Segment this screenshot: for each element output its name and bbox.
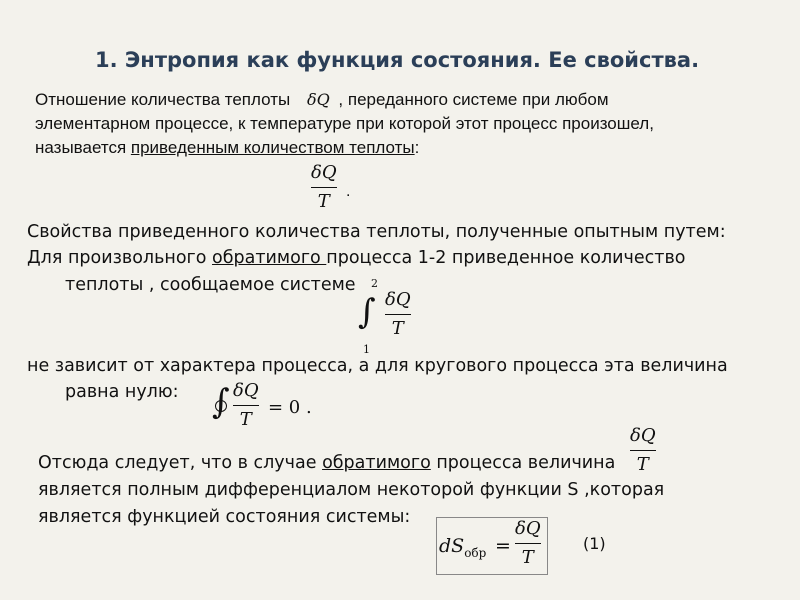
para3-line2: является полным дифференциалом некоторой функции S ,которая xyxy=(38,480,665,500)
frac-dot: . xyxy=(346,183,351,200)
para1-line2: элементарном процессе, к температуре при которой этот процесс произошел, xyxy=(35,114,654,133)
para1-line3 xyxy=(35,138,419,158)
frac-bar xyxy=(311,187,337,188)
para3-line1-a: Отсюда следует, что в случае xyxy=(38,453,323,473)
contour-fraction xyxy=(233,380,259,431)
term-reversible: обратимого xyxy=(212,248,327,268)
formula-lhs xyxy=(439,535,487,560)
para2-line4: не зависит от характера процесса, а для кругового процесса эта величина xyxy=(27,356,728,376)
formula-ds: dS xyxy=(439,535,465,557)
integral-lower-limit: 1 xyxy=(363,343,370,356)
formula-equals: = xyxy=(495,535,511,557)
contour-integral-sign: ∫ xyxy=(212,382,230,422)
para3-line3: является функцией состояния системы: xyxy=(38,507,411,527)
integral-numerator: δQ xyxy=(385,289,411,310)
frac-numerator: δQ xyxy=(311,162,337,183)
formula-subscript: обр xyxy=(464,546,487,560)
formula-numerator: δQ xyxy=(515,518,541,539)
integral-fraction xyxy=(385,289,411,340)
entropy-formula-box xyxy=(436,517,548,575)
para3-line1-b: процесса величина xyxy=(430,453,616,473)
para1-text-a: Отношение количества теплоты xyxy=(35,90,291,109)
para2-line1: Свойства приведенного количества теплоты, полученные опытным путем: xyxy=(27,222,726,242)
integral-upper-limit: 2 xyxy=(371,277,378,290)
formula-fraction xyxy=(515,518,541,569)
para1-line3-a: называется xyxy=(35,138,131,157)
para3-frac-numerator: δQ xyxy=(630,425,656,446)
formula-dq: δQ xyxy=(306,90,330,109)
term-reduced-heat: приведенным количеством теплоты xyxy=(130,138,415,157)
integral-sign: ∫ xyxy=(358,292,376,332)
frac-denominator: T xyxy=(317,191,330,212)
slide-title: 1. Энтропия как функция состояния. Ее свойства. xyxy=(95,48,700,72)
formula-denominator: T xyxy=(521,547,534,568)
para2-line3: теплоты , сообщаемое системе xyxy=(65,275,356,295)
contour-rhs: = 0 . xyxy=(268,397,312,418)
para3-line1 xyxy=(38,453,615,473)
contour-numerator: δQ xyxy=(233,380,259,401)
para2-line2 xyxy=(27,248,685,268)
term-reversible-2: обратимого xyxy=(322,453,431,473)
para1-line1 xyxy=(35,90,609,110)
para2-line2-a: Для произвольного xyxy=(27,248,213,268)
contour-frac-bar xyxy=(233,405,259,406)
para2-line5: равна нулю: xyxy=(65,382,179,402)
formula-label: (1) xyxy=(583,534,606,553)
para1-line3-b: : xyxy=(414,138,420,157)
para1-text-b: , переданного системе при любом xyxy=(338,90,609,109)
integral-frac-bar xyxy=(385,314,411,315)
para3-frac-bar xyxy=(630,450,656,451)
integral-denominator: T xyxy=(391,318,404,339)
fraction-dq-over-t xyxy=(311,162,337,213)
para3-fraction xyxy=(630,425,656,476)
formula-frac-bar xyxy=(515,543,541,544)
contour-denominator: T xyxy=(239,409,252,430)
para2-line2-b: процесса 1-2 приведенное количество xyxy=(326,248,686,268)
para3-frac-denominator: T xyxy=(636,454,649,475)
